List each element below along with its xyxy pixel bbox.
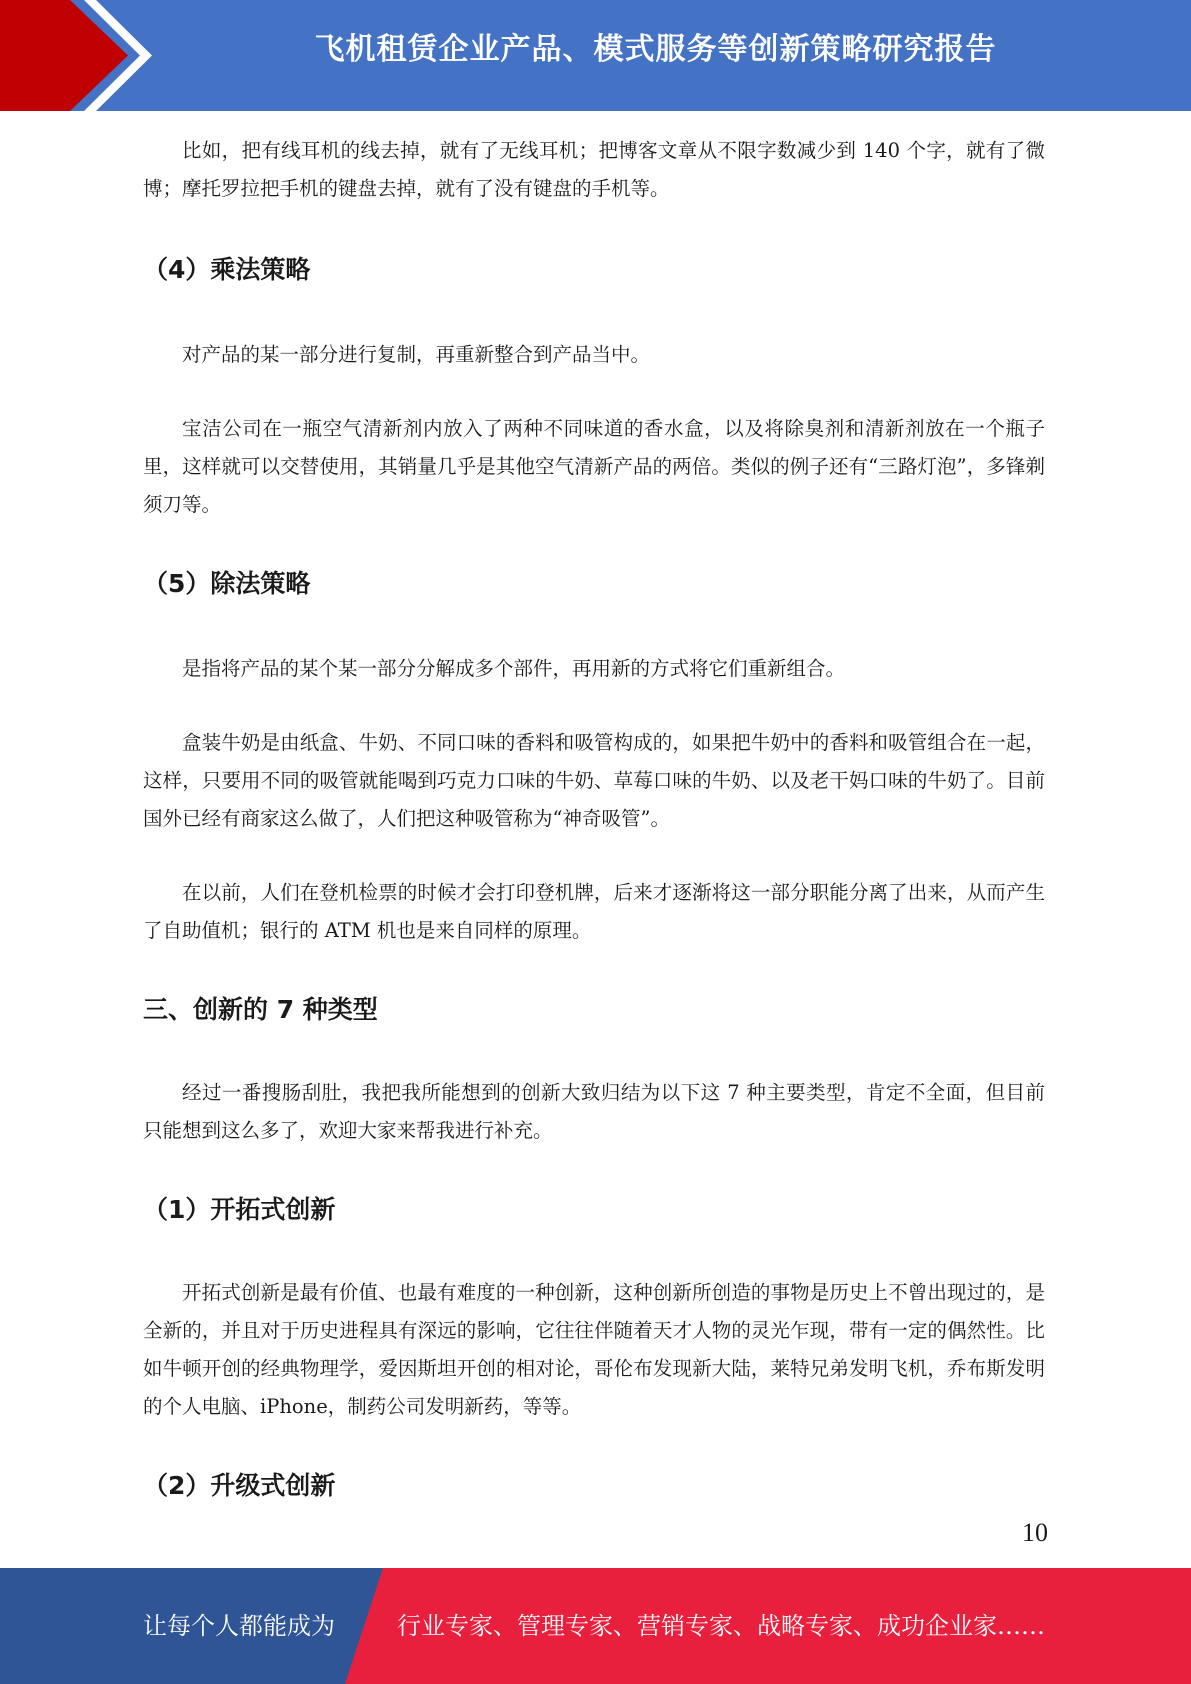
subheading-pioneering-innovation: （1）开拓式创新 bbox=[143, 1195, 336, 1224]
page-header bbox=[0, 0, 1191, 111]
page-footer bbox=[0, 1568, 1191, 1684]
paragraph: 对产品的某一部分进行复制，再重新整合到产品当中。 bbox=[182, 343, 651, 366]
paragraph: 开拓式创新是最有价值、也最有难度的一种创新，这种创新所创造的事物是历史上不曾出现过的，是全新的，并且对于历史进程具有深远的影响，它往往伴随着天才人物的灵光乍现，带有一定的偶然性。比如牛顿开创的经典物理学，爱因斯坦开创的相对论，哥伦布发现新大陆，莱特兄弟发明飞机，乔布斯发明的个人电脑、iPhone，制药公司发明新药，等等。 bbox=[143, 1281, 1045, 1418]
subheading-upgrade-innovation: （2）升级式创新 bbox=[143, 1471, 336, 1500]
subheading-division-strategy: （5）除法策略 bbox=[143, 569, 311, 598]
paragraph: 经过一番搜肠刮肚，我把我所能想到的创新大致归结为以下这 7 种主要类型，肯定不全面，但目前只能想到这么多了，欢迎大家来帮我进行补充。 bbox=[143, 1081, 1045, 1142]
page-number: 10 bbox=[1022, 1518, 1048, 1547]
paragraph: 在以前，人们在登机检票的时候才会打印登机牌，后来才逐渐将这一部分职能分离了出来，从而产生了自助值机；银行的 ATM 机也是来自同样的原理。 bbox=[143, 881, 1045, 942]
paragraph: 比如，把有线耳机的线去掉，就有了无线耳机；把博客文章从不限字数减少到 140 个字，就有了微博；摩托罗拉把手机的键盘去掉，就有了没有键盘的手机等。 bbox=[143, 139, 1045, 200]
paragraph: 宝洁公司在一瓶空气清新剂内放入了两种不同味道的香水盒，以及将除臭剂和清新剂放在一个瓶子里，这样就可以交替使用，其销量几乎是其他空气清新产品的两倍。类似的例子还有“三路灯泡”，多锋剃须刀等。 bbox=[143, 417, 1045, 516]
footer-slogan-prefix: 让每个人都能成为 bbox=[143, 1612, 335, 1640]
footer-slogan-roles: 行业专家、管理专家、营销专家、战略专家、成功企业家…… bbox=[397, 1612, 1045, 1640]
section-heading-innovation-types: 三、创新的 7 种类型 bbox=[143, 995, 378, 1024]
subheading-multiplication-strategy: （4）乘法策略 bbox=[143, 255, 311, 284]
document-body bbox=[143, 132, 1045, 1502]
paragraph: 是指将产品的某个某一部分分解成多个部件，再用新的方式将它们重新组合。 bbox=[182, 657, 846, 680]
header-arrow-decoration bbox=[0, 0, 160, 111]
document-title: 飞机租赁企业产品、模式服务等创新策略研究报告 bbox=[314, 32, 997, 67]
paragraph: 盒装牛奶是由纸盒、牛奶、不同口味的香料和吸管构成的，如果把牛奶中的香料和吸管组合在一起，这样，只要用不同的吸管就能喝到巧克力口味的牛奶、草莓口味的牛奶、以及老干妈口味的牛奶了。目前国外已经有商家这么做了，人们把这种吸管称为“神奇吸管”。 bbox=[143, 731, 1045, 830]
